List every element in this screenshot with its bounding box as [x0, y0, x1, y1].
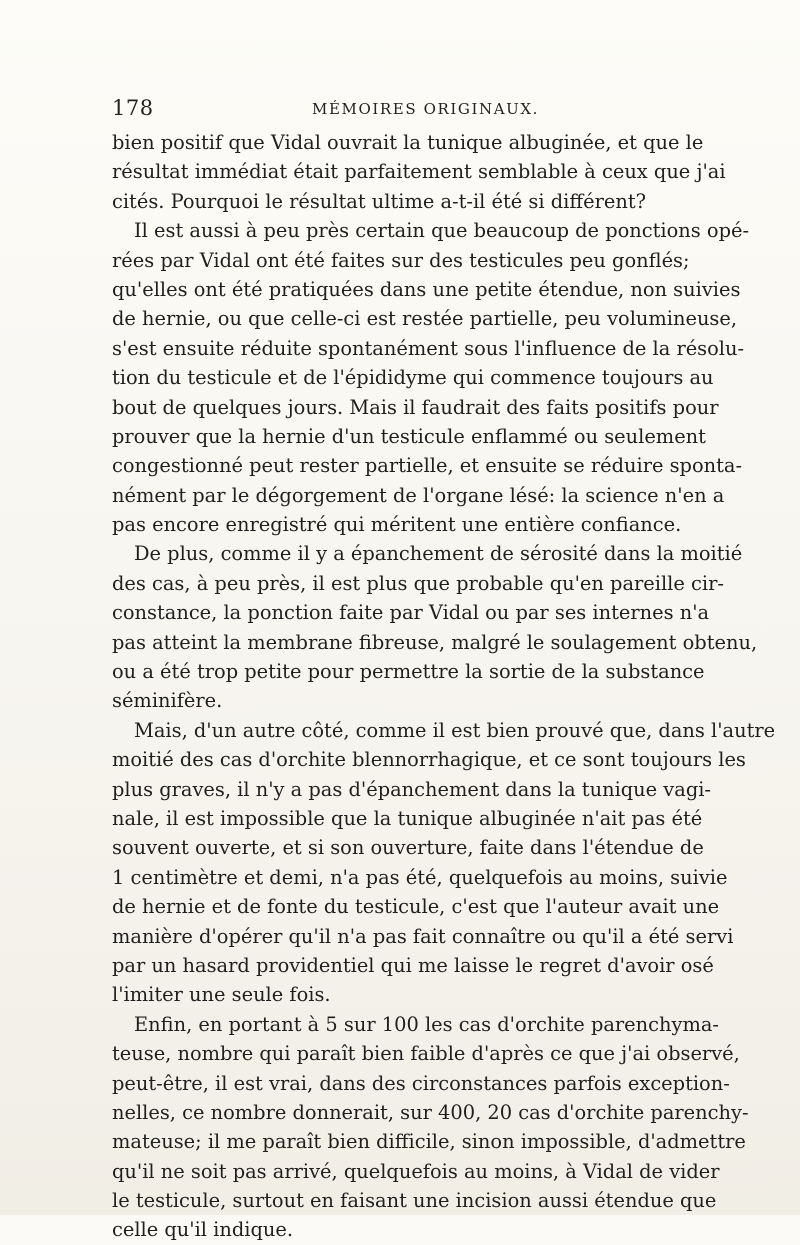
text-line: De plus, comme il y a épanchement de sérosité dans la moitié — [134, 542, 743, 566]
text-line: rées par Vidal ont été faites sur des testicules peu gonflés; — [112, 248, 690, 272]
text-line: résultat immédiat était parfaitement semblable à ceux que j'ai — [112, 160, 726, 184]
text-line: prouver que la hernie d'un testicule enflammé ou seulement — [112, 424, 706, 448]
text-line: qu'elles ont été pratiquées dans une petite étendue, non suivies — [112, 277, 741, 301]
text-line: bien positif que Vidal ouvrait la tunique albuginée, et que le — [112, 131, 704, 154]
text-line: des cas, à peu près, il est plus que probable qu'en pareille cir- — [112, 571, 724, 595]
paragraph — [112, 1010, 749, 1245]
text-line: Enfin, en portant à 5 sur 100 les cas d'orchite parenchyma- — [134, 1012, 719, 1036]
paragraph — [112, 128, 726, 216]
text-line: tion du testicule et de l'épididyme qui commence toujours au — [112, 366, 714, 390]
text-line: peut-être, il est vrai, dans des circonstances parfois exception- — [112, 1071, 730, 1095]
text-line: par un hasard providentiel qui me laisse le regret d'avoir osé — [112, 953, 714, 977]
text-line: cités. Pourquoi le résultat ultime a-t-il été si différent? — [112, 189, 647, 213]
text-line: souvent ouverte, et si son ouverture, faite dans l'étendue de — [112, 836, 704, 860]
text-line: celle qu'il indique. — [112, 1218, 294, 1242]
paragraph — [112, 216, 750, 539]
text-line: pas atteint la membrane fibreuse, malgré le soulagement obtenu, — [112, 630, 758, 654]
text-line: plus graves, il n'y a pas d'épanchement dans la tunique vagi- — [112, 777, 711, 801]
text-line: nément par le dégorgement de l'organe lésé: la science n'en a — [112, 483, 725, 507]
text-line: le testicule, surtout en faisant une incision aussi étendue que — [112, 1189, 717, 1213]
text-line: Mais, d'un autre côté, comme il est bien prouvé que, dans l'autre — [134, 718, 776, 742]
body-text — [112, 128, 776, 1245]
text-line: mateuse; il me paraît bien difficile, sinon impossible, d'admettre — [112, 1130, 746, 1154]
text-line: Il est aussi à peu près certain que beaucoup de ponctions opé- — [134, 219, 750, 243]
text-line: bout de quelques jours. Mais il faudrait des faits positifs pour — [112, 395, 719, 419]
paragraph — [112, 539, 758, 715]
text-line: congestionné peut rester partielle, et ensuite se réduire sponta- — [112, 454, 743, 478]
text-line: de hernie, ou que celle-ci est restée partielle, peu volumineuse, — [112, 307, 738, 331]
paragraph — [112, 716, 776, 1010]
text-line: séminifère. — [112, 689, 223, 713]
text-line: nelles, ce nombre donnerait, sur 400, 20 cas d'orchite parenchy- — [112, 1100, 749, 1124]
text-line: qu'il ne soit pas arrivé, quelquefois au moins, à Vidal de vider — [112, 1159, 720, 1183]
text-line: l'imiter une seule fois. — [112, 983, 331, 1007]
text-line: nale, il est impossible que la tunique albuginée n'ait pas été — [112, 806, 703, 830]
text-line: pas encore enregistré qui méritent une entière confiance. — [112, 513, 682, 537]
text-line: s'est ensuite réduite spontanément sous l'influence de la résolu- — [112, 336, 745, 360]
page-number: 178 — [112, 96, 154, 120]
running-head: MÉMOIRES ORIGINAUX. — [312, 100, 540, 118]
text-line: moitié des cas d'orchite blennorrhagique, et ce sont toujours les — [112, 748, 746, 772]
text-line: manière d'opérer qu'il n'a pas fait connaître ou qu'il a été servi — [112, 924, 734, 948]
text-line: de hernie et de fonte du testicule, c'est que l'auteur avait une — [112, 895, 720, 919]
text-line: constance, la ponction faite par Vidal ou par ses internes n'a — [112, 601, 710, 625]
text-line: 1 centimètre et demi, n'a pas été, quelquefois au moins, suivie — [112, 865, 728, 889]
page-header — [112, 96, 682, 126]
text-line: teuse, nombre qui paraît bien faible d'après ce que j'ai observé, — [112, 1042, 740, 1066]
text-line: ou a été trop petite pour permettre la sortie de la substance — [112, 660, 705, 684]
